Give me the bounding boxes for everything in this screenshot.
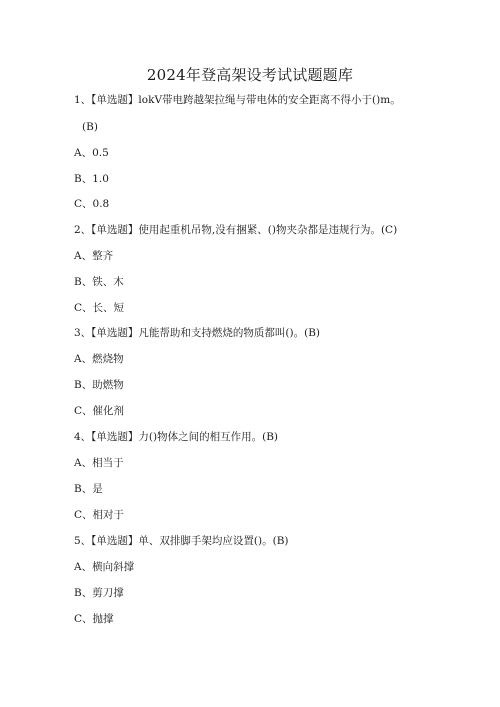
question-2-option-c: C、长、短 bbox=[74, 302, 125, 314]
question-2-option-b: B、铁、木 bbox=[74, 276, 124, 288]
question-4-option-c: C、相对于 bbox=[74, 509, 125, 521]
question-4-stem: 4、【单选题】力()物体之间的相互作用。(B) bbox=[74, 431, 279, 443]
question-5-option-a: A、横向斜撑 bbox=[74, 561, 135, 573]
question-3-option-c: C、催化剂 bbox=[74, 405, 125, 417]
question-5-stem: 5、【单选题】单、双排脚手架均应设置()。(B) bbox=[74, 535, 289, 547]
question-1-option-b: B、1.0 bbox=[74, 173, 109, 185]
question-1-stem: 1、【单选题】lokV带电跨越架拉绳与带电体的安全距离不得小于()m。 bbox=[74, 94, 401, 106]
question-4-option-b: B、是 bbox=[74, 483, 103, 495]
question-2-option-a: A、整齐 bbox=[74, 250, 114, 262]
question-3-option-a: A、燃烧物 bbox=[74, 353, 124, 365]
question-3-stem: 3、【单选题】凡能帮助和支持燃烧的物质都叫()。(B) bbox=[74, 327, 321, 339]
question-1-option-c: C、0.8 bbox=[74, 198, 110, 210]
page-title: 2024年登高架设考试试题题库 bbox=[146, 66, 354, 84]
question-1-option-a: A、0.5 bbox=[74, 147, 109, 159]
question-3-option-b: B、助燃物 bbox=[74, 379, 124, 391]
question-5-option-c: C、抛撑 bbox=[74, 613, 114, 625]
question-1-answer: (B) bbox=[82, 121, 98, 133]
question-5-option-b: B、剪刀撑 bbox=[74, 587, 124, 599]
question-4-option-a: A、相当于 bbox=[74, 457, 124, 469]
question-2-stem: 2、【单选题】使用起重机吊物,没有捆紧、()物夹杂都是违规行为。(C) bbox=[74, 224, 398, 236]
